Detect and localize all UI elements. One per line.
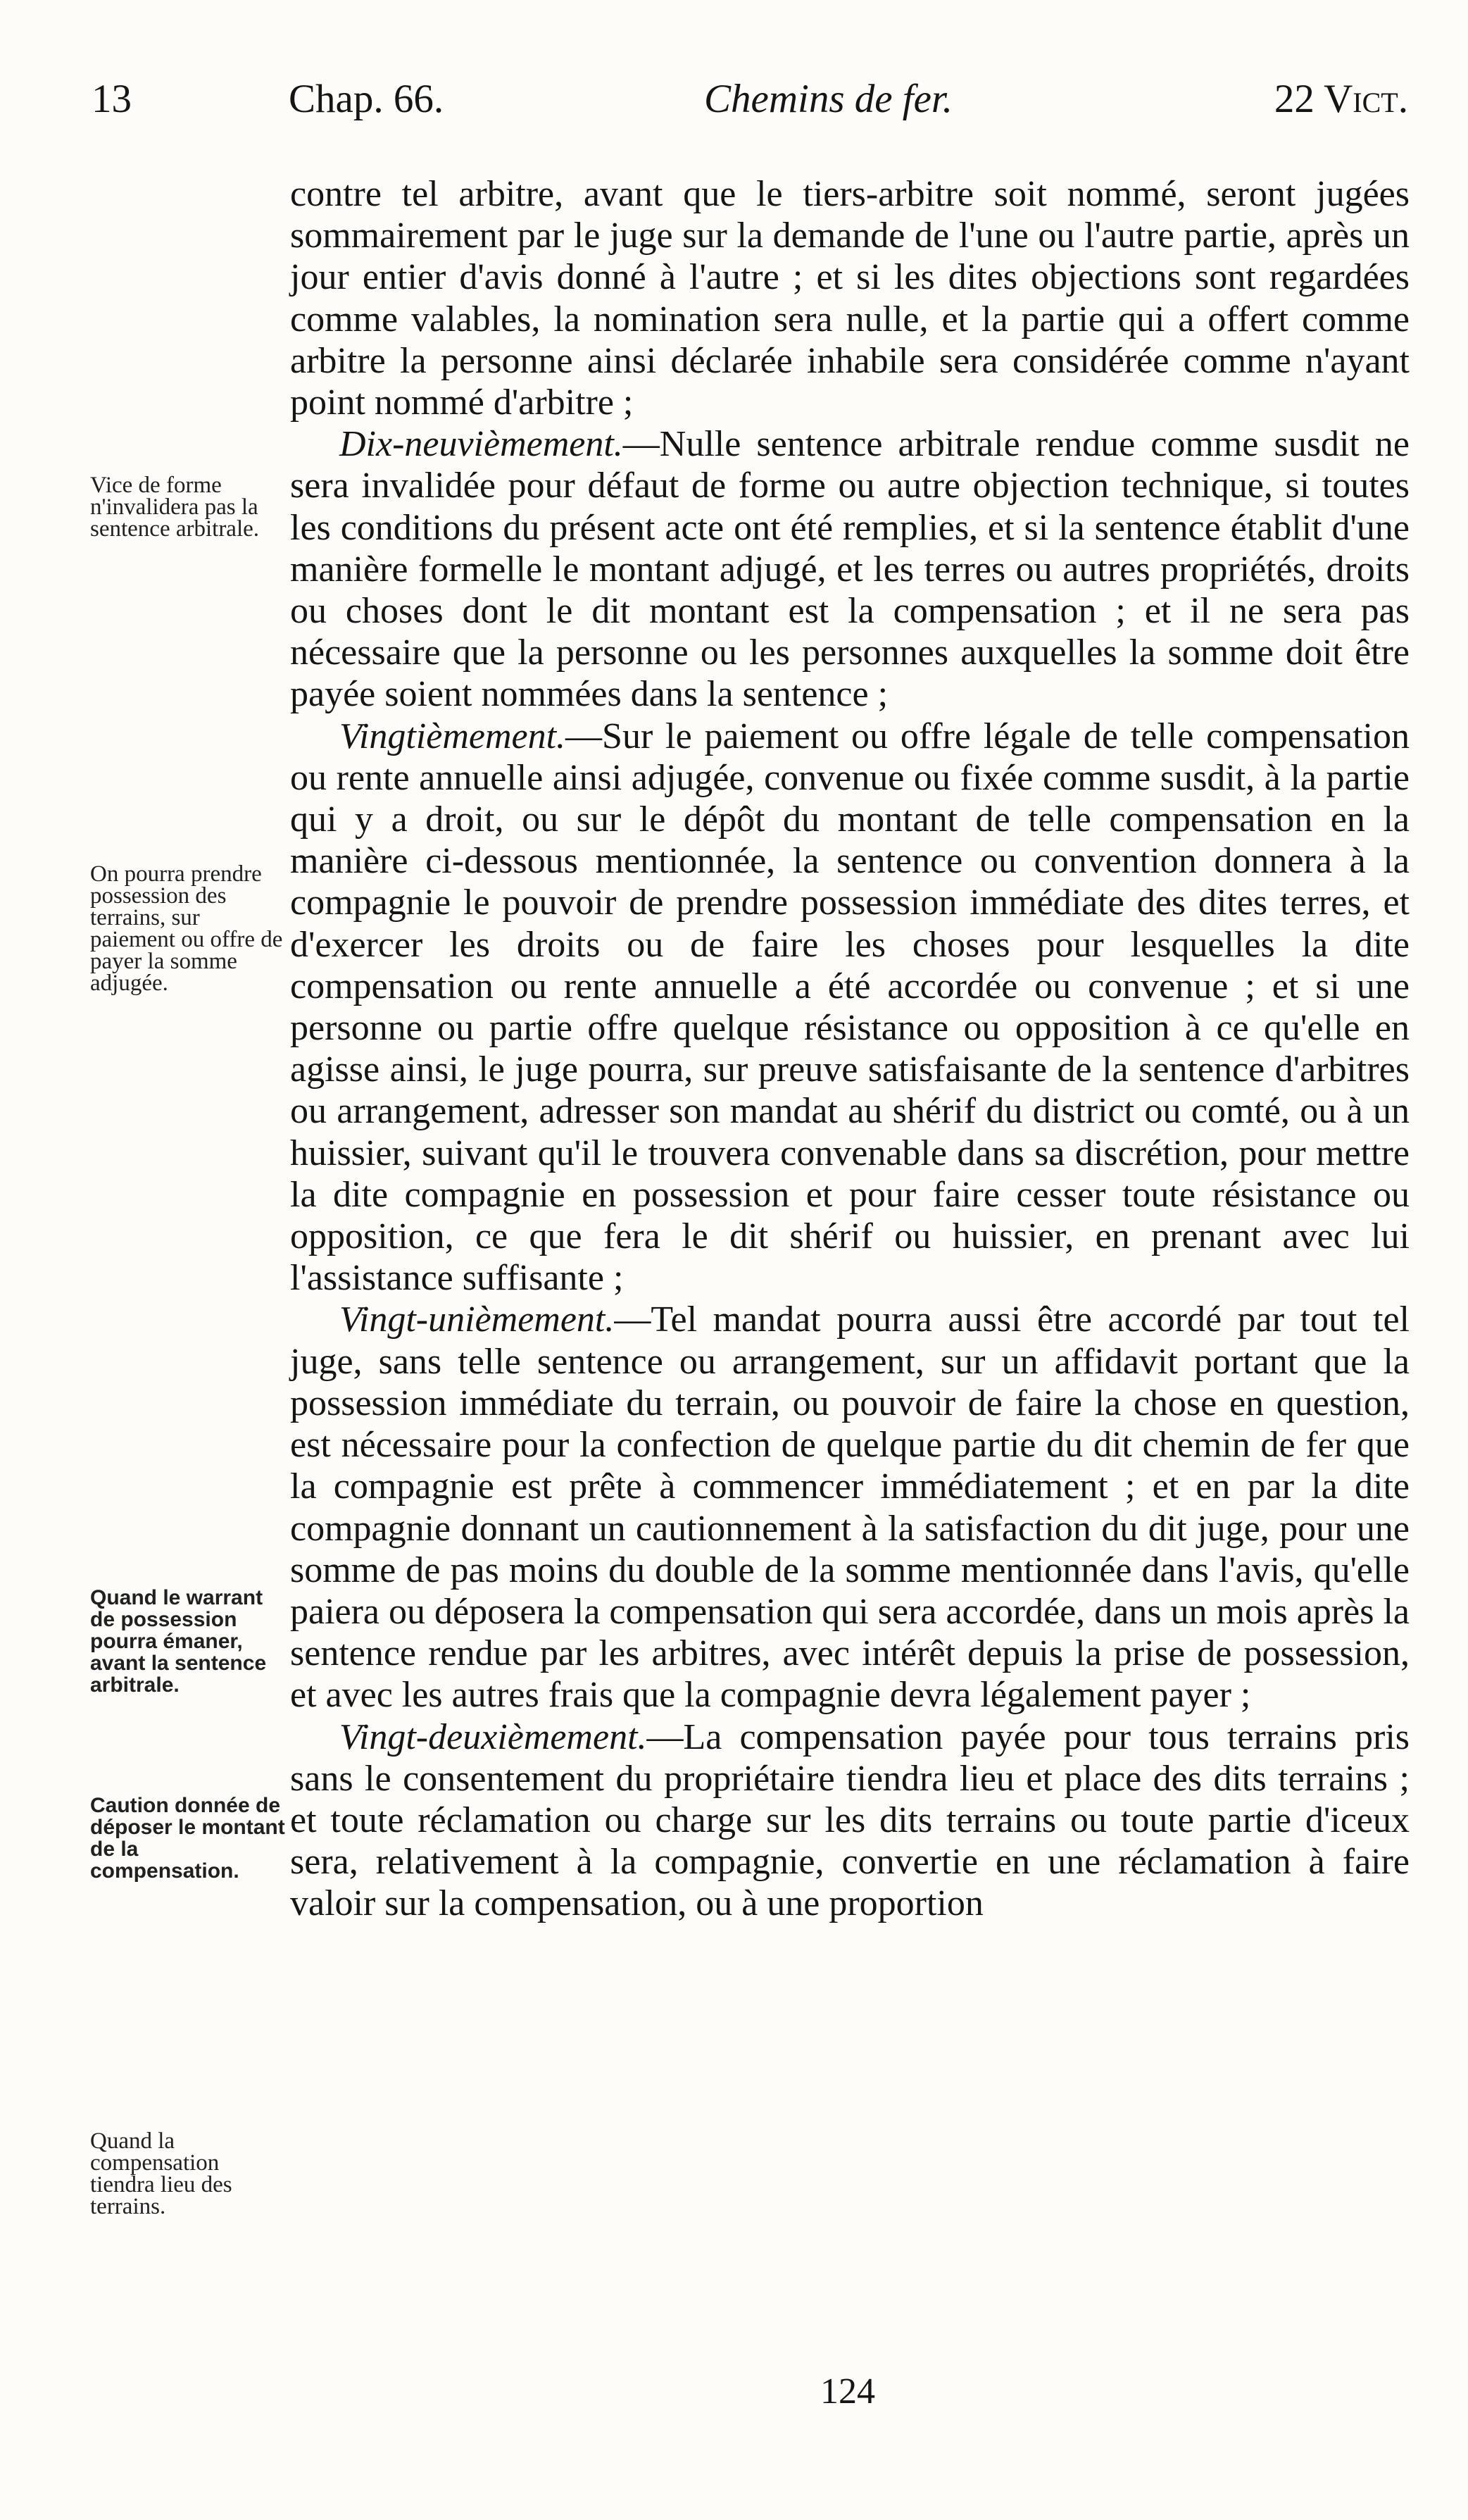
section-lead: Vingt-unièmement. <box>339 1299 615 1340</box>
running-header <box>92 76 1408 132</box>
section-lead: Vingt-deuxièmement. <box>339 1716 647 1757</box>
paragraph: Vingtièmement.—Sur le paiement ou offre légale de telle compensation ou rente annuelle ainsi adjugée, convenue ou fixée comme susdit, à la partie qui y a droit, ou sur le dépôt du montant de telle compensation en la manière ci-dessous mentionnée, la sentence ou convention donnera à la compagnie le pouvoir de prendre possession immédiate des dites terres, et d'exercer les droits ou de faire les choses pour lesquelles la dite compensation ou rente annuelle a été accordée ou convenue ; et si une personne ou partie offre quelque résistance ou opposition à ce qu'elle en agisse ainsi, le juge pourra, sur preuve satisfaisante de la sentence d'arbitres ou arrangement, adresser son mandat au shérif du district ou comté, ou à un huissier, suivant qu'il le trouvera convenable dans sa discrétion, pour mettre la dite compagnie en possession et pour faire cesser toute résistance ou opposition, ce que fera le dit shérif ou huissier, en prenant avec lui l'assistance suffisante ; <box>290 716 1410 1299</box>
paragraph: Vingt-deuxièmement.—La compensation payée pour tous terrains pris sans le consentement du propriétaire tiendra lieu et place des dits terrains ; et toute réclamation ou charge sur les dits terrains ou toute partie d'iceux sera, relativement à la compagnie, convertie en une réclamation à faire valoir sur la compensation, ou à une proportion <box>290 1716 1410 1924</box>
regnal-year: 22 Vict. <box>1274 77 1408 121</box>
running-title: Chemins de fer. <box>704 77 953 121</box>
margin-note: Quand la compensation tiendra lieu des terrains. <box>90 2128 232 2219</box>
page-number: 13 <box>92 77 132 121</box>
chapter-label: Chap. 66. <box>289 77 444 121</box>
margin-note: Quand le warrant de possession pourra émaner, avant la sentence arbitrale. <box>90 1586 267 1697</box>
section-lead: Dix-neuvièmement. <box>339 424 623 465</box>
folio-number: 124 <box>820 2371 875 2412</box>
section-lead: Vingtièmement. <box>339 716 566 756</box>
statute-text <box>290 173 1410 1925</box>
paragraph: contre tel arbitre, avant que le tiers-arbitre soit nommé, seront jugées sommairement par le juge sur la demande de l'une ou l'autre partie, après un jour entier d'avis donné à l'autre ; et si les dites objections sont regardées comme valables, la nomination sera nulle, et la partie qui a offert comme arbitre la personne ainsi déclarée inhabile sera considérée comme n'ayant point nommé d'arbitre ; <box>290 174 1410 423</box>
paragraph: Vingt-unièmement.—Tel mandat pourra aussi être accordé par tout tel juge, sans telle sentence ou arrangement, sur un affidavit portant que la possession immédiate du terrain, ou pouvoir de faire la chose en question, est nécessaire pour la confection de quelque partie du dit chemin de fer que la compagnie est prête à commencer immédiatement ; et en par la dite compagnie donnant un cautionnement à la satisfaction du dit juge, pour une somme de pas moins du double de la somme mentionnée dans l'avis, qu'elle paiera ou déposera la compensation qui sera accordée, dans un mois après la sentence rendue par les arbitres, avec intérêt depuis la prise de possession, et avec les autres frais que la compagnie devra légalement payer ; <box>290 1299 1410 1716</box>
margin-note: Vice de forme n'invalidera pas la sentence arbitrale. <box>90 473 260 542</box>
margin-note: Caution donnée de déposer le montant de la compensation. <box>90 1794 285 1883</box>
paragraph: Dix-neuvièmement.—Nulle sentence arbitrale rendue comme susdit ne sera invalidée pour défaut de forme ou autre objection technique, si toutes les conditions du présent acte ont été remplies, et si la sentence établit d'une manière formelle le montant adjugé, et les terres ou autres propriétés, droits ou choses dont le dit montant est la compensation ; et il ne sera pas nécessaire que la personne ou les personnes auxquelles la somme doit être payée soient nommées dans la sentence ; <box>290 424 1410 715</box>
margin-note: On pourra prendre possession des terrains, sur paiement ou offre de payer la somme adjugée. <box>90 861 283 996</box>
